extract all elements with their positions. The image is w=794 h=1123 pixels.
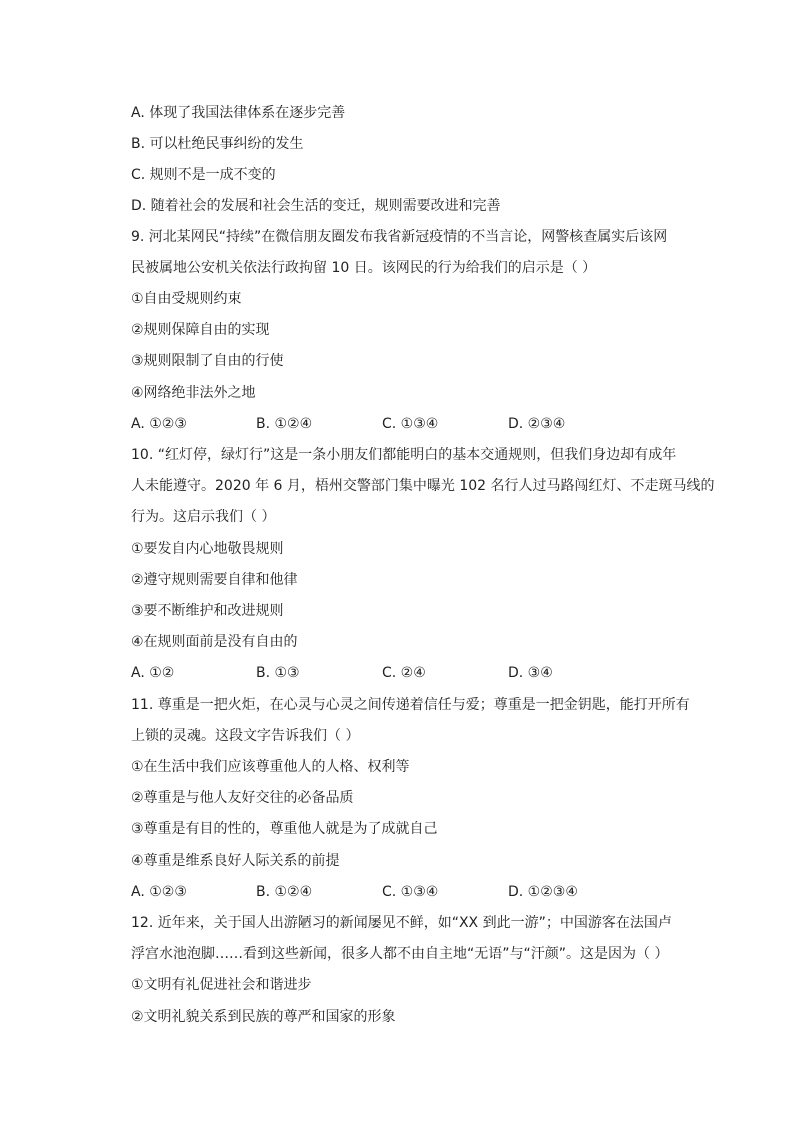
q10-option-b[interactable]: B. ①③ xyxy=(256,665,300,681)
q12-stem-line-2: 浮宫水池泡脚……看到这些新闻，很多人都不由自主地“无语”与“汗颜”。这是因为（ ） xyxy=(131,946,669,962)
q9-statement-3: ③规则限制了自由的行使 xyxy=(131,353,284,369)
q8-option-d: D. 随着社会的发展和社会生活的变迁，规则需要改进和完善 xyxy=(131,198,501,214)
q9-stem-line-2: 民被属地公安机关依法行政拘留 10 日。该网民的行为给我们的启示是（ ） xyxy=(131,260,597,276)
q10-option-c[interactable]: C. ②④ xyxy=(382,665,426,681)
q11-stem-line-2: 上锁的灵魂。这段文字告诉我们（ ） xyxy=(131,728,360,744)
q11-statement-3: ③尊重是有目的性的，尊重他人就是为了成就自己 xyxy=(131,821,438,837)
q9-statement-1: ①自由受规则约束 xyxy=(131,291,242,307)
q11-statement-1: ①在生活中我们应该尊重他人的人格、权利等 xyxy=(131,759,410,775)
q9-statement-4: ④网络绝非法外之地 xyxy=(131,385,256,401)
q8-option-b: B. 可以杜绝民事纠纷的发生 xyxy=(131,136,304,152)
q8-option-a: A. 体现了我国法律体系在逐步完善 xyxy=(131,105,346,121)
q9-statement-2: ②规则保障自由的实现 xyxy=(131,322,270,338)
q11-option-a[interactable]: A. ①②③ xyxy=(131,884,187,900)
q8-option-c: C. 规则不是一成不变的 xyxy=(131,167,276,183)
q9-option-c[interactable]: C. ①③④ xyxy=(382,416,439,432)
q11-stem-line-1: 11. 尊重是一把火炬，在心灵与心灵之间传递着信任与爱；尊重是一把金钥匙，能打开所有 xyxy=(131,697,690,713)
q10-statement-4: ④在规则面前是没有自由的 xyxy=(131,634,298,650)
q11-option-d[interactable]: D. ①②③④ xyxy=(508,884,578,900)
q10-option-a[interactable]: A. ①② xyxy=(131,665,175,681)
q11-option-c[interactable]: C. ①③④ xyxy=(382,884,439,900)
q10-statement-2: ②遵守规则需要自律和他律 xyxy=(131,572,298,588)
q9-option-a[interactable]: A. ①②③ xyxy=(131,416,187,432)
q10-stem-line-2: 人未能遵守。2020 年 6 月，梧州交警部门集中曝光 102 名行人过马路闯红灯、不走斑马线的 xyxy=(131,478,715,494)
q12-statement-2: ②文明礼貌关系到民族的尊严和国家的形象 xyxy=(131,1009,396,1025)
q10-stem-line-3: 行为。这启示我们（ ） xyxy=(131,509,276,525)
q11-statement-4: ④尊重是维系良好人际关系的前提 xyxy=(131,853,340,869)
q12-stem-line-1: 12. 近年来，关于国人出游陋习的新闻屡见不鲜，如“XX 到此一游”；中国游客在法国卢 xyxy=(131,915,672,931)
q9-option-d[interactable]: D. ②③④ xyxy=(508,416,566,432)
q10-stem-line-1: 10. “红灯停，绿灯行”这是一条小朋友们都能明白的基本交通规则，但我们身边却有成年 xyxy=(131,447,677,463)
q12-statement-1: ①文明有礼促进社会和谐进步 xyxy=(131,977,312,993)
q11-option-b[interactable]: B. ①②④ xyxy=(256,884,313,900)
q10-option-d[interactable]: D. ③④ xyxy=(508,665,553,681)
q9-stem-line-1: 9. 河北某网民“持续”在微信朋友圈发布我省新冠疫情的不当言论，网警核查属实后该网 xyxy=(131,229,668,245)
q9-option-b[interactable]: B. ①②④ xyxy=(256,416,313,432)
q10-statement-1: ①要发自内心地敬畏规则 xyxy=(131,541,284,557)
q10-statement-3: ③要不断维护和改进规则 xyxy=(131,603,284,619)
q11-statement-2: ②尊重是与他人友好交往的必备品质 xyxy=(131,790,354,806)
